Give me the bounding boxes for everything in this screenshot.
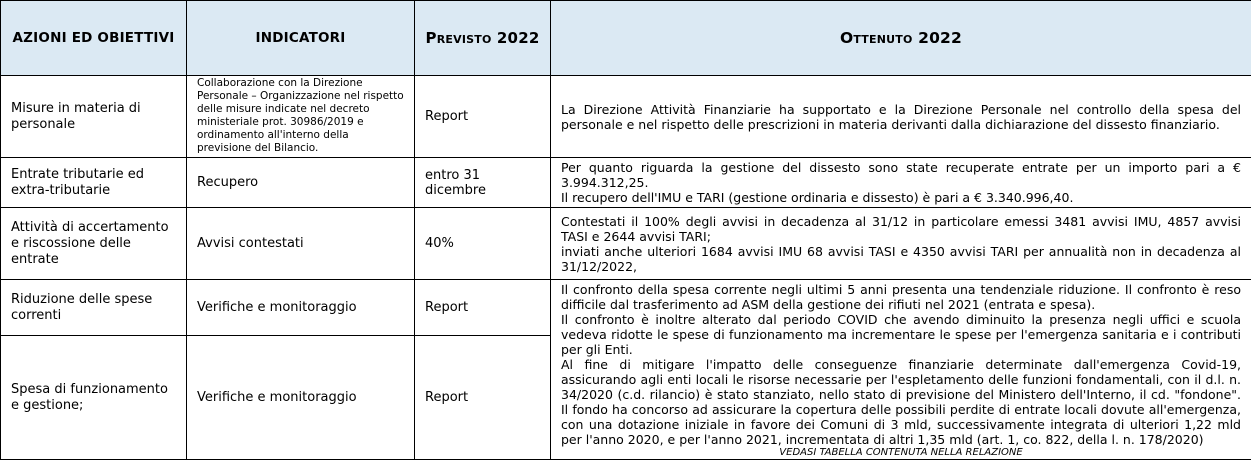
cell-indicatore: Collaborazione con la Direzione Personale – Organizzazione nel rispetto delle misure indicate nel decreto ministeriale prot. 30986/2019 e ordinamento all'interno della previsione del Bilancio.: [187, 76, 415, 158]
cell-indicatore: Recupero: [187, 158, 415, 208]
cell-previsto: Report: [415, 76, 551, 158]
cell-ottenuto: [551, 208, 1251, 280]
cell-previsto: Report: [415, 280, 551, 336]
vedasi-note: VEDASI TABELLA CONTENUTA NELLA RELAZIONE: [561, 447, 1241, 458]
cell-ottenuto: [551, 158, 1251, 208]
ottenuto-paragraph: Il confronto è inoltre alterato dal periodo COVID che avendo diminuito la presenza negli uffici e scuola vedeva ridotte le spese di funzionamento ma incrementare le spese per l'emergenza sanitaria e i contributi per gli Enti.: [561, 312, 1241, 357]
ottenuto-line: Per quanto riguarda la gestione del dissesto sono state recuperate entrate per un importo pari a € 3.994.312,25.: [561, 160, 1241, 190]
cell-azione: Spesa di funzionamento e gestione;: [1, 336, 187, 460]
table-row: [1, 208, 1251, 280]
header-indicatori: INDICATORI: [187, 1, 415, 76]
cell-indicatore: Verifiche e monitoraggio: [187, 336, 415, 460]
cell-previsto: Report: [415, 336, 551, 460]
cell-indicatore: Verifiche e monitoraggio: [187, 280, 415, 336]
cell-indicatore: Avvisi contestati: [187, 208, 415, 280]
cell-azione: Entrate tributarie ed extra-tributarie: [1, 158, 187, 208]
ottenuto-line: Contestati il 100% degli avvisi in decadenza al 31/12 in particolare emessi 3481 avvisi IMU, 4857 avvisi TASI e 2644 avvisi TARI;: [561, 214, 1241, 244]
cell-azione: Riduzione delle spese correnti: [1, 280, 187, 336]
cell-previsto: 40%: [415, 208, 551, 280]
cell-azione: Misure in materia di personale: [1, 76, 187, 158]
ottenuto-paragraph: Il confronto della spesa corrente negli ultimi 5 anni presenta una tendenziale riduzione. Il confronto è reso difficile dal trasferimento ad ASM della gestione dei rifiuti nel 2021 (entrata e spesa).: [561, 282, 1241, 312]
header-azioni: AZIONI ED OBIETTIVI: [1, 1, 187, 76]
table-row: [1, 158, 1251, 208]
cell-ottenuto: La Direzione Attività Finanziarie ha supportato e la Direzione Personale nel controllo della spesa del personale e nel rispetto delle prescrizioni in materia derivanti dalla dichiarazione del dissesto finanziario.: [551, 76, 1251, 158]
header-row: [1, 1, 1251, 76]
header-ottenuto: Ottenuto 2022: [551, 1, 1251, 76]
table-row: [1, 76, 1251, 158]
table-row: [1, 280, 1251, 336]
cell-ottenuto-merged: [551, 280, 1251, 460]
cell-previsto: entro 31 dicembre: [415, 158, 551, 208]
ottenuto-paragraph: Al fine di mitigare l'impatto delle conseguenze finanziarie determinate dall'emergenza Covid-19, assicurando agli enti locali le risorse necessarie per l'espletamento delle funzioni fondamentali, con il d.l. n. 34/2020 (c.d. rilancio) è stato stanziato, nello stato di previsione del Ministero dell'Interno, il cd. "fondone". Il fondo ha concorso ad assicurare la copertura delle possibili perdite di entrate locali dovute all'emergenza, con una dotazione iniziale in favore dei Comuni di 3 mld, successivamente integrata di ulteriori 1,22 mld per l'anno 2020, e per l'anno 2021, incrementata di altri 1,35 mld (art. 1, co. 822, della l. n. 178/2020): [561, 357, 1241, 447]
header-previsto: Previsto 2022: [415, 1, 551, 76]
cell-azione: Attività di accertamento e riscossione delle entrate: [1, 208, 187, 280]
ottenuto-line: Il recupero dell'IMU e TARI (gestione ordinaria e dissesto) è pari a € 3.340.996,40.: [561, 190, 1241, 205]
ottenuto-line: inviati anche ulteriori 1684 avvisi IMU 68 avvisi TASI e 4350 avvisi TARI per annualità non in decadenza al 31/12/2022,: [561, 244, 1241, 274]
